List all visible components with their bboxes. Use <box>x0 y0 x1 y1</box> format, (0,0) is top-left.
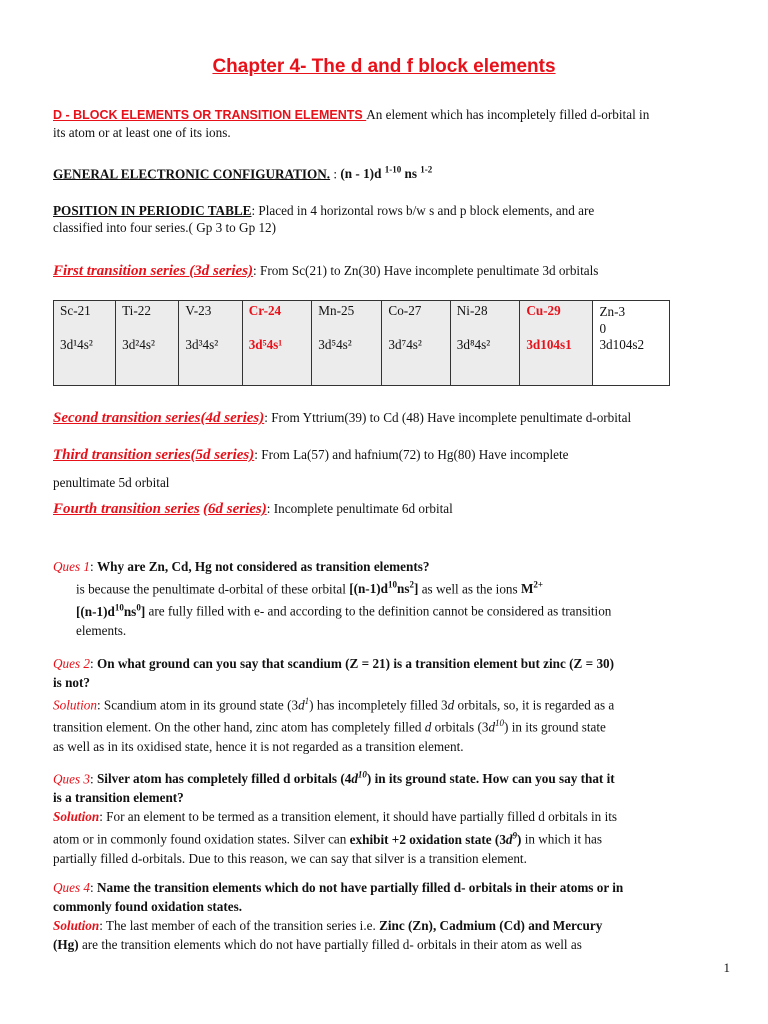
q4-question-1: Name the transition elements which do not have partially filled d- orbitals in their atoms or in <box>96 880 624 895</box>
table-cell <box>116 301 179 386</box>
config-part-1: (n - 1)d <box>340 166 385 182</box>
q3-solution-2a: atom or in commonly found oxidation states. Silver can <box>53 831 350 847</box>
q2-label: Ques 2 <box>53 656 90 671</box>
table-cell <box>242 301 312 386</box>
config-paragraph <box>53 162 733 182</box>
q1-answer-1b: [(n-1)d <box>349 581 389 597</box>
q1-answer-1c-sup: 2 <box>409 580 414 590</box>
element-symbol: Zn-30 <box>599 304 626 336</box>
position-text-1: : Placed in 4 horizontal rows b/w s and p block elements, and are <box>251 203 595 218</box>
q1-colon: : <box>90 559 97 574</box>
q3-question-1b: d <box>351 771 358 787</box>
q4-question-2: commonly found oxidation states. <box>53 899 243 914</box>
element-symbol: Cr-24 <box>248 303 282 318</box>
q1-formula-1 <box>349 581 418 596</box>
config-formula <box>340 166 432 181</box>
first-series-heading: First transition series (3d series) <box>53 263 254 279</box>
element-symbol: V-23 <box>185 303 212 318</box>
q3-solution-bold <box>350 832 522 847</box>
element-config: 3d⁵4s² <box>318 337 352 352</box>
q1-answer-1e: as well as the ions <box>418 581 521 597</box>
config-sep: : <box>330 166 341 182</box>
q3-question-1 <box>97 771 615 786</box>
element-symbol: Sc-21 <box>60 303 91 318</box>
fourth-series-text: : Incomplete penultimate 6d orbital <box>266 501 453 516</box>
q2-solution-1a: : Scandium atom in its ground state (3 <box>96 697 299 713</box>
third-series-text-1: : From La(57) and hafnium(72) to Hg(80) Have incomplete <box>254 447 569 462</box>
table-cell <box>450 301 520 386</box>
config-heading: GENERAL ELECTRONIC CONFIGURATION. <box>53 166 331 182</box>
table-cell <box>179 301 242 386</box>
element-config: 3d⁵4s¹ <box>248 337 283 352</box>
q3-label: Ques 3 <box>53 771 90 787</box>
q2-solution-1b: d <box>298 697 305 713</box>
element-config: 3d³4s² <box>185 337 219 352</box>
table-row <box>54 301 670 386</box>
q1-answer-2a: [(n-1)d <box>76 603 115 619</box>
element-config: 3d⁷4s² <box>388 337 422 352</box>
second-series-paragraph <box>53 409 733 427</box>
q3-solution-1: : For an element to be termed as a transition element, it should have partially filled d orbitals in its <box>99 809 618 825</box>
q3-question-1b-sup: 10 <box>357 770 367 780</box>
q3-colon: : <box>90 771 97 787</box>
q3-question-2: is a transition element? <box>53 790 184 806</box>
q1-answer-1a: is because the penultimate d-orbital of these orbital <box>76 581 350 597</box>
element-symbol: Ni-28 <box>456 303 488 318</box>
page-number: 1 <box>723 960 730 975</box>
table-cell <box>312 301 382 386</box>
q2-solution-2c: orbitals (3 <box>431 719 489 735</box>
question-3 <box>53 766 733 868</box>
config-part-2: ns <box>401 166 421 182</box>
intro-paragraph <box>53 106 733 141</box>
element-symbol: Ti-22 <box>122 303 151 318</box>
position-text-2: classified into four series.( Gp 3 to Gp 12) <box>53 220 277 235</box>
intro-text-1: An element which has incompletely filled d-orbital in <box>366 107 650 122</box>
q4-solution-2b: are the transition elements which do not have partially filled d- orbitals in their atom as well as <box>78 937 582 952</box>
q2-colon: : <box>90 656 97 671</box>
table-cell <box>54 301 116 386</box>
q1-answer-2b-sup: 0 <box>136 602 141 613</box>
q2-question-1: On what ground can you say that scandium (Z = 21) is a transition element but zinc (Z = 30) <box>96 656 615 671</box>
element-config: 3d104s2 <box>599 337 645 352</box>
question-2 <box>53 654 733 756</box>
q2-solution-2b: d <box>424 719 432 735</box>
q1-label: Ques 1 <box>53 559 90 574</box>
q4-solution-label: Solution <box>53 918 100 933</box>
element-config: 3d²4s² <box>122 337 155 352</box>
d-block-heading: D - BLOCK ELEMENTS OR TRANSITION ELEMENTS <box>53 108 367 122</box>
q2-solution-2d-sup: 10 <box>495 718 505 729</box>
q4-colon: : <box>90 880 97 895</box>
q3-solution-2c-sup: 9 <box>512 830 518 841</box>
q2-solution-2d: d <box>488 719 496 735</box>
q3-solution-3: partially filled d-orbitals. Due to this reason, we can say that silver is a transition element. <box>53 850 527 866</box>
q1-answer-1f: M <box>520 581 534 597</box>
table-cell <box>382 301 450 386</box>
fourth-series-paragraph <box>53 500 733 518</box>
q2-solution-1b-sup: 1 <box>304 696 310 706</box>
q1-answer-2b: ns <box>123 603 137 619</box>
intro-text-2: its atom or at least one of its ions. <box>53 125 231 140</box>
element-symbol: Co-27 <box>388 303 422 318</box>
fourth-series-heading-2: (6d series) <box>203 501 267 517</box>
q3-solution-2e: in which it has <box>521 831 603 847</box>
position-heading: POSITION IN PERIODIC TABLE <box>53 203 252 218</box>
q1-ion <box>521 581 543 596</box>
q3-solution-label: Solution <box>53 809 100 825</box>
element-config: 3d104s1 <box>526 337 572 352</box>
element-symbol: Cu-29 <box>526 303 561 318</box>
q2-solution-3: as well as in its oxidised state, hence it is not regarded as a transition element. <box>53 738 464 754</box>
chapter-title: Chapter 4- The d and f block elements <box>212 56 556 77</box>
q3-solution-2d: ) <box>517 831 522 847</box>
q1-question: Why are Zn, Cd, Hg not considered as transition elements? <box>96 559 430 574</box>
first-series-text: : From Sc(21) to Zn(30) Have incomplete penultimate 3d orbitals <box>253 263 599 278</box>
q2-solution-1d: d <box>447 697 455 713</box>
first-series-paragraph <box>53 262 733 280</box>
q1-answer-3: elements. <box>76 622 127 638</box>
config-sup-2: 1-2 <box>420 165 433 175</box>
first-series-table <box>53 300 670 386</box>
question-1 <box>53 557 733 640</box>
q1-answer-2d: are fully filled with e- and according to the definition cannot be considered as transition <box>145 603 612 619</box>
q1-formula-2 <box>76 604 145 619</box>
third-series-heading: Third transition series(5d series) <box>53 447 255 463</box>
q4-solution-1a: : The last member of each of the transition series i.e. <box>99 918 380 933</box>
q3-solution-2c: d <box>505 831 513 847</box>
second-series-text: : From Yttrium(39) to Cd (48) Have incomplete penultimate d-orbital <box>264 410 632 425</box>
q4-solution-2a: (Hg) <box>53 937 79 952</box>
q1-answer-1c: ns <box>397 581 410 597</box>
q4-solution-1b: Zinc (Zn), Cadmium (Cd) and Mercury <box>379 918 603 933</box>
second-series-heading: Second transition series(4d series) <box>53 410 265 426</box>
q4-label: Ques 4 <box>53 880 90 895</box>
q2-question-2: is not? <box>53 675 91 690</box>
q2-solution-1c: ) has incompletely filled 3 <box>309 697 448 713</box>
element-symbol: Mn-25 <box>318 303 355 318</box>
q1-answer-1b-sup: 10 <box>388 580 398 590</box>
question-4 <box>53 878 733 954</box>
q3-solution-2b: exhibit +2 oxidation state (3 <box>349 831 506 847</box>
config-sup-1: 1-10 <box>384 165 402 175</box>
q1-answer-1d: ] <box>414 581 419 597</box>
third-series-text-2: penultimate 5d orbital <box>53 475 170 490</box>
q3-question-1c: ) in its ground state. How can you say that it <box>366 771 615 787</box>
position-paragraph <box>53 202 733 236</box>
q1-answer-1f-sup: 2+ <box>533 580 544 590</box>
q3-question-1a: Silver atom has completely filled d orbitals (4 <box>96 771 352 787</box>
q1-answer-2a-sup: 10 <box>114 602 124 613</box>
q1-answer <box>53 576 733 640</box>
q2-solution-label: Solution <box>53 697 97 713</box>
third-series-paragraph <box>53 441 733 497</box>
element-config: 3d¹4s² <box>60 337 93 352</box>
table-cell <box>593 301 670 386</box>
element-config: 3d⁸4s² <box>456 337 491 352</box>
q2-solution-1e: orbitals, so, it is regarded as a <box>454 697 615 713</box>
q2-solution-2a: transition element. On the other hand, zinc atom has completely filled <box>53 719 425 735</box>
table-cell <box>520 301 593 386</box>
q2-solution-2e: ) in its ground state <box>504 719 606 735</box>
q1-answer-2c: ] <box>140 603 146 619</box>
fourth-series-heading-1: Fourth transition series <box>53 501 200 517</box>
